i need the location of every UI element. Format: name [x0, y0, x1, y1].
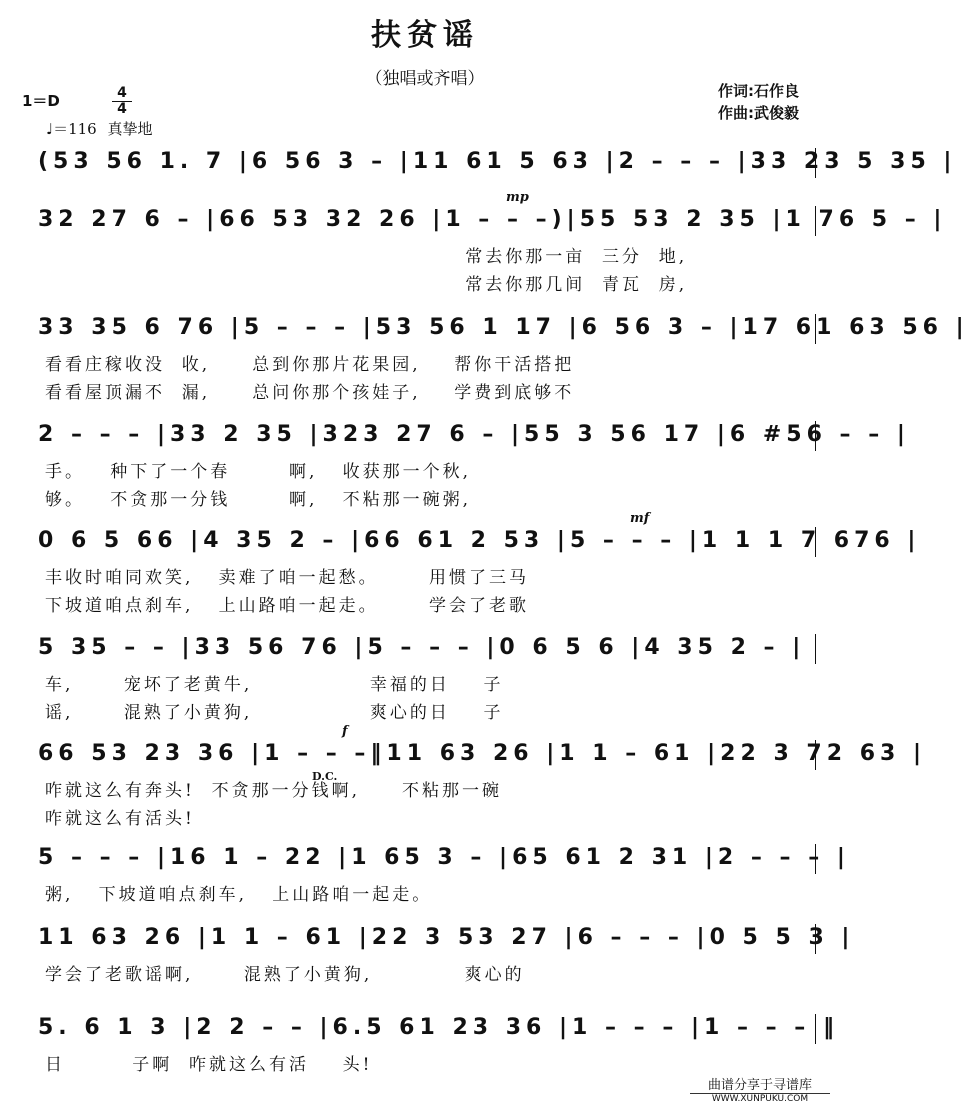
bar-line	[815, 924, 816, 954]
lyric-line: 手。 种下了一个春 啊, 收获那一个秋,	[45, 462, 472, 482]
notation-line	[30, 511, 921, 555]
notation-text: 32 27 6 – |66 53 32 26 |1 – – –)|55 53 2 35 |1 76 5 – |	[38, 207, 947, 232]
watermark-line2: WWW.XUNPUKU.COM	[690, 1093, 830, 1104]
lyric-line: 丰收时咱同欢笑, 卖难了咱一起愁。 用惯了三马	[45, 568, 530, 588]
notation-line	[30, 924, 855, 952]
lyric-line: 日 子啊 咋就这么有活 头!	[45, 1055, 373, 1075]
bar-line	[815, 206, 816, 236]
bar-line	[815, 844, 816, 874]
watermark	[690, 1074, 830, 1104]
bar-line	[815, 314, 816, 344]
notation-line	[30, 844, 850, 872]
bar-line	[815, 740, 816, 770]
lyricist: 作词:石作良	[718, 82, 799, 100]
notation-text: 11 63 26 |1 1 – 61 |22 3 53 27 |6 – – – |0 5 5 3 |	[38, 925, 855, 950]
bar-line	[815, 1014, 816, 1044]
expression-marking: 真挚地	[107, 120, 153, 138]
lyric-line: 常去你那几间 青瓦 房,	[45, 275, 688, 295]
notation-line	[30, 724, 927, 768]
notation-text: 5 35 – – |33 56 76 |5 – – – |0 6 5 6 |4 35 2 – |	[38, 635, 806, 660]
bar-line	[815, 527, 816, 557]
lyric-line: 粥, 下坡道咱点刹车, 上山路咱一起走。	[45, 885, 433, 905]
time-bottom: 4	[112, 101, 132, 117]
quarter-note-icon: ♩	[46, 120, 54, 138]
tempo-marking	[46, 118, 153, 139]
composer: 作曲:武俊毅	[718, 104, 799, 122]
notation-line	[30, 634, 820, 662]
notation-line	[30, 148, 957, 176]
lyric-line: 看看庄稼收没 收, 总到你那片花果园, 帮你干活搭把	[45, 355, 575, 375]
dynamic-marking: mf	[630, 511, 650, 526]
bar-line	[815, 421, 816, 451]
bar-line	[815, 148, 816, 178]
notation-line	[30, 421, 910, 449]
song-title: 扶贫谣	[371, 18, 479, 53]
lyric-line: 咋就这么有奔头! 不贪那一分钱啊, 不粘那一碗	[45, 781, 503, 801]
notation-line	[30, 314, 969, 342]
notation-text: (53 56 1. 7 |6 56 3 – |11 61 5 63 |2 – – – |33 23 5 35 |	[38, 149, 957, 174]
dynamic-marking: mp	[506, 190, 529, 205]
watermark-line1: 曲谱分享于寻谱库	[707, 1078, 812, 1093]
notation-text: 5 – – – |16 1 – 22 |1 65 3 – |65 61 2 31 |2 – – – |	[38, 845, 850, 870]
notation-text: 2 – – – |33 2 35 |323 27 6 – |55 3 56 17 |6 #56 – – |	[38, 422, 910, 447]
lyric-line: 够。 不贪那一分钱 啊, 不粘那一碗粥,	[45, 490, 472, 510]
key-signature: 1＝D	[22, 92, 60, 110]
lyric-line: 咋就这么有活头!	[45, 809, 195, 829]
tempo-value: ＝116	[53, 120, 97, 138]
notation-text: 0 6 5 66 |4 35 2 – |66 61 2 53 |5 – – – |1 1 1 7 676 |	[38, 528, 921, 553]
lyric-line: 车, 宠坏了老黄牛, 幸福的日 子	[45, 675, 504, 695]
time-top: 4	[117, 85, 127, 101]
dynamic-marking: f	[342, 724, 348, 739]
notation-line	[30, 1014, 839, 1042]
time-signature	[112, 86, 132, 117]
lyric-line: 常去你那一亩 三分 地,	[45, 247, 688, 267]
lyric-line: 学会了老歌谣啊, 混熟了小黄狗, 爽心的	[45, 965, 525, 985]
credits	[718, 80, 799, 124]
notation-text: 5. 6 1 3 |2 2 – – |6.5 61 23 36 |1 – – – |1 – – – ‖	[38, 1015, 839, 1040]
notation-line	[30, 190, 947, 234]
notation-text: 33 35 6 76 |5 – – – |53 56 1 17 |6 56 3 – |17 61 63 56 |	[38, 315, 969, 340]
notation-text: 66 53 23 36 |1 – – –‖11 63 26 |1 1 – 61 |22 3 72 63 |	[38, 741, 927, 766]
lyric-line: 下坡道咱点刹车, 上山路咱一起走。 学会了老歌	[45, 596, 530, 616]
lyric-line: 谣, 混熟了小黄狗, 爽心的日 子	[45, 703, 504, 723]
lyric-line: 看看屋顶漏不 漏, 总问你那个孩娃子, 学费到底够不	[45, 383, 575, 403]
song-subtitle: （独唱或齐唱）	[365, 69, 485, 89]
da-capo-marking: D.C.	[312, 770, 338, 783]
bar-line	[815, 634, 816, 664]
